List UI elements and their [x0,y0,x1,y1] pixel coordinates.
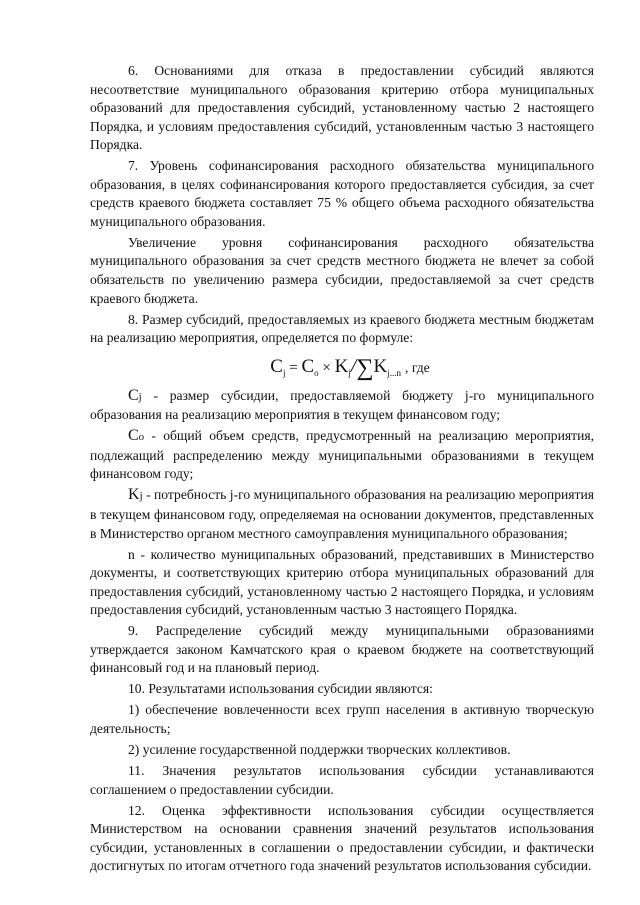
formula-sub-j: j [282,367,286,378]
formula-slash: / [350,354,357,377]
paragraph-10-item-1: 1) обеспечение вовлеченности всех групп населения в активную творческую деятельность; [90,702,594,736]
paragraph-7-continuation: Увеличение уровня софинансирования расходного обязательства муниципального образования за счет средств местного бюджета не влечет за собой обязательств по увеличению размера субсидии, предоставляемой за счет средств краевого бюджета. [90,234,594,306]
definition-kj-sub: j [139,490,143,503]
document-body [90,62,594,876]
definition-co [90,427,594,484]
definition-cj-sub: j [138,390,142,403]
formula-equals: = [285,359,302,376]
definition-cj-symbol: C [128,386,139,404]
definition-kj-text: - потребность j-го муниципального образования на реализацию мероприятия в текущем финансовом году, определяемая на основании документов, представленных в Министерство органом местного самоуправления муниципального образования; [90,487,594,541]
definition-kj-symbol: K [128,486,140,504]
definition-co-symbol: C [128,427,139,445]
formula-k: K [334,355,349,377]
definition-kj [90,486,594,543]
definition-co-sub: o [138,431,145,444]
paragraph-11: 11. Значения результатов использования субсидии устанавливаются соглашением о предоставлении субсидии. [90,763,594,797]
definition-co-text: - общий объем средств, предусмотренный на реализацию мероприятия, подлежащий распределению между муниципальными образованиями в текущем финансовом году; [90,428,594,482]
paragraph-6: 6. Основаниями для отказа в предоставлении субсидий являются несоответствие муниципального образования критерию отбора муниципальных образований для предоставления субсидий, установленному частью 2 настоящего Порядка, и условиям предоставления субсидий, установленным частью 3 настоящего Порядка. [90,63,594,153]
formula-k-sum: K [373,355,388,377]
paragraph-10-item-2: 2) усиление государственной поддержки творческих коллективов. [128,742,511,758]
definition-n: n - количество муниципальных образований, представивших в Министерство документы, и соответствующих критерию отбора муниципальных образований для предоставления субсидий, установленному частью 2 настоящего Порядка, и условиям предоставления субсидий, установленным частью 3 настоящего Порядка. [90,546,594,618]
formula-k-sub-j: j [348,367,351,378]
formula-range: j...n [387,367,402,378]
formula-tail: , где [405,359,430,375]
paragraph-8: 8. Размер субсидий, предоставляемых из краевого бюджета местным бюджетам на реализацию мероприятия, определяется по формуле: [90,311,594,346]
formula-sum: ∑ [356,354,374,381]
subsidy-formula [106,351,594,381]
paragraph-12: 12. Оценка эффективности использования субсидии осуществляется Министерством на основании сравнения значений результатов использования субсидии, установленных в соглашении о предоставлении субсидии, и фактически достигнутых по итогам отчетного года значений результатов использования субсидии. [90,802,594,874]
definition-cj [90,387,594,425]
paragraph-9: 9. Распределение субсидий между муниципальными образованиями утверждается законом Камчатского края о краевом бюджете на соответствующий финансовый год и на плановый период. [90,623,594,676]
formula-c: C [270,355,283,377]
paragraph-10: 10. Результатами использования субсидии являются: [128,681,433,697]
formula-c-total: C [301,355,315,377]
definition-cj-text: - размер субсидии, предоставляемой бюджету j-го муниципального образования на реализацию мероприятия в текущем финансовом году; [90,387,594,423]
paragraph-7: 7. Уровень софинансирования расходного обязательства муниципального образования, в целях софинансирования которого предоставляется субсидия, за счет средств краевого бюджета составляет 75 % общего объема расходного обязательства муниципального образования. [90,158,594,229]
formula-times: × [318,359,335,376]
formula-sub-o: o [314,367,319,378]
